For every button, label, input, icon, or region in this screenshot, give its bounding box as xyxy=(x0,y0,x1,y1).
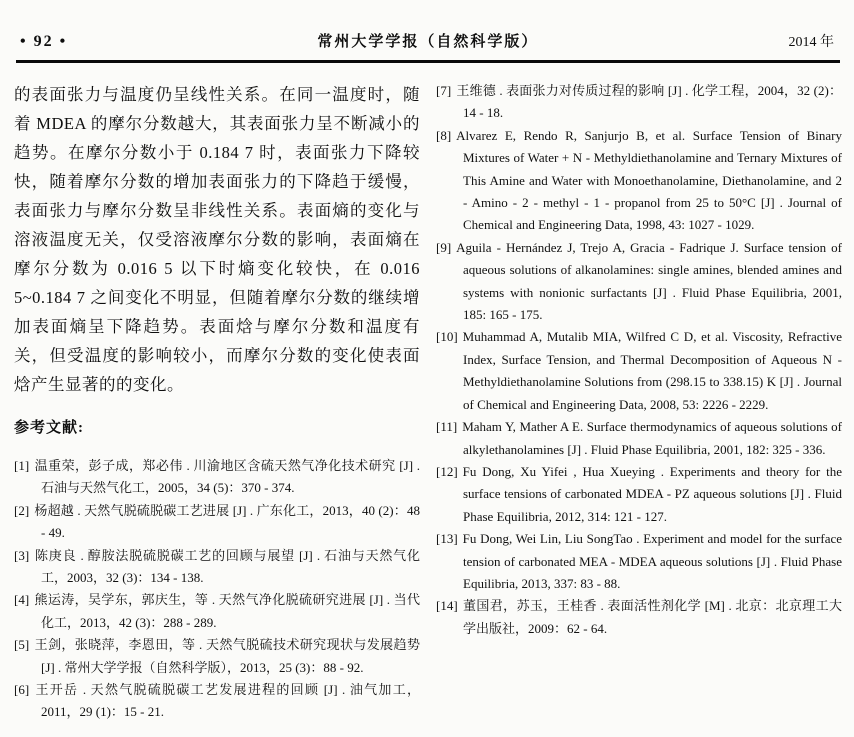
reference-text: 陈庚良 . 醇胺法脱硫脱碳工艺的回顾与展望 [J] . 石油与天然气化工，2003，32 (3)：134 - 138. xyxy=(34,547,420,586)
two-column-layout xyxy=(14,63,842,724)
reference-text: 熊运涛，吴学东，郭庆生，等 . 天然气净化脱硫研究进展 [J] . 当代化工，2013，42 (3)：288 - 289. xyxy=(34,592,420,630)
reference-marker: [1] xyxy=(14,458,30,473)
reference-item-4 xyxy=(14,589,420,634)
year-label: 2014 年 xyxy=(788,35,834,50)
reference-item-13 xyxy=(436,528,842,595)
journal-title: 常州大学学报（自然科学版） xyxy=(317,34,539,50)
reference-marker: [12] xyxy=(436,463,458,479)
reference-marker: [3] xyxy=(14,547,30,563)
reference-text: Muhammad A, Mutalib MIA, Wilfred C D, et al. Viscosity, Refractive Index, Surface Tension, and Thermal Decomposition of Aqueous N - Methyldiethanolamine Solutions from (298.15 to 338.15) K [J] . Journal of Chemical and Engineering Data, 2008, 53: 2226 - 2229. xyxy=(462,329,842,412)
reference-item-9 xyxy=(436,237,842,327)
reference-item-3 xyxy=(14,545,420,590)
reference-item-12 xyxy=(436,461,842,528)
reference-marker: [2] xyxy=(14,502,30,518)
reference-marker: [8] xyxy=(436,127,452,143)
reference-item-5 xyxy=(14,634,420,679)
reference-marker: [7] xyxy=(436,83,452,98)
reference-marker: [6] xyxy=(14,682,30,698)
reference-marker: [14] xyxy=(436,598,458,614)
reference-text: Fu Dong, Wei Lin, Liu SongTao . Experiment and model for the surface tension of carbonated MEA - MDEA aqueous solutions [J] . Fluid Phase Equilibria, 2013, 337: 83 - 88. xyxy=(462,531,842,591)
reference-text: 杨超越 . 天然气脱硫脱碳工艺进展 [J] . 广东化工，2013，40 (2)：48 - 49. xyxy=(34,502,420,541)
reference-text: 董国君，苏玉，王桂香 . 表面活性剂化学 [M] . 北京：北京理工大学出版社，2009：62 - 64. xyxy=(462,598,842,636)
reference-text: Aguila - Hernández J, Trejo A, Gracia - Fadrique J. Surface tension of aqueous solutions of alkanolamines: single amines, blended amines and systems with nonionic surfactants [J] . Fluid Phase Equilibria, 2001, 185: 165 - 175. xyxy=(456,239,842,323)
reference-item-10 xyxy=(436,326,842,416)
page-number: • 92 • xyxy=(20,33,68,50)
reference-text: 王维德 . 表面张力对传质过程的影响 [J] . 化学工程，2004，32 (2)：14 - 18. xyxy=(456,83,842,121)
reference-item-7 xyxy=(436,80,842,125)
reference-item-8 xyxy=(436,125,842,237)
reference-marker: [9] xyxy=(436,239,452,255)
reference-marker: [10] xyxy=(436,329,458,345)
reference-text: Maham Y, Mather A E. Surface thermodynamics of aqueous solutions of alkylethanolamines [J] . Fluid Phase Equilibria, 2001, 182: 325 - 336. xyxy=(462,419,842,457)
reference-marker: [5] xyxy=(14,637,30,653)
page-header xyxy=(14,30,842,60)
reference-item-1 xyxy=(14,455,420,500)
reference-text: Alvarez E, Rendo R, Sanjurjo B, et al. Surface Tension of Binary Mixtures of Water + N - Methyldiethanolamine and Ternary Mixtures of This Amine and Water with Monoethanolamine, Diethanolamine, and 2 - Amino - 2 - methyl - 1 - propanol from 25 to 50°C [J] . Journal of Chemical and Engineering Data, 1998, 43: 1027 - 1029. xyxy=(456,127,842,233)
reference-text: 王开岳 . 天然气脱硫脱碳工艺发展进程的回顾 [J] . 油气加工，2011，29 (1)：15 - 21. xyxy=(34,682,420,720)
reference-item-6 xyxy=(14,679,420,724)
reference-item-14 xyxy=(436,595,842,640)
body-paragraph: 的表面张力与温度仍呈线性关系。在同一温度时，随着 MDEA 的摩尔分数越大，其表面张力呈不断减小的趋势。在摩尔分数小于 0.184 7 时，表面张力下降较快，随着摩尔分数的增加表面张力的下降趋于缓慢，表面张力与摩尔分数呈非线性关系。表面熵的变化与溶液温度无关，仅受溶液摩尔分数的影响，表面熵在摩尔分数为 0.016 5 以下时熵变化较快，在 0.016 5~0.184 7 之间变化不明显，但随着摩尔分数的继续增加表面熵呈下降趋势。表面焓与摩尔分数和温度有关，但受温度的影响较小，而摩尔分数的变化使表面焓产生显著的的变化。 xyxy=(14,85,420,394)
references-heading: 参考文献: xyxy=(14,420,84,436)
reference-marker: [13] xyxy=(436,531,458,547)
reference-marker: [11] xyxy=(436,419,458,435)
left-column xyxy=(14,80,420,724)
right-column xyxy=(436,80,842,724)
reference-text: Fu Dong, Xu Yifei , Hua Xueying . Experiments and theory for the surface tensions of carbonated MDEA - PZ aqueous solutions [J] . Fluid Phase Equilibria, 2012, 314: 121 - 127. xyxy=(462,463,842,524)
reference-text: 温重荣，彭子成，郑必伟 . 川渝地区含硫天然气净化技术研究 [J] . 石油与天然气化工，2005，34 (5)：370 - 374. xyxy=(34,458,420,496)
reference-item-11 xyxy=(436,416,842,461)
reference-text: 王剑，张晓萍，李恩田，等 . 天然气脱硫技术研究现状与发展趋势 [J] . 常州大学学报（自然科学版），2013，25 (3)：88 - 92. xyxy=(34,637,420,675)
reference-item-2 xyxy=(14,500,420,545)
reference-marker: [4] xyxy=(14,592,30,608)
